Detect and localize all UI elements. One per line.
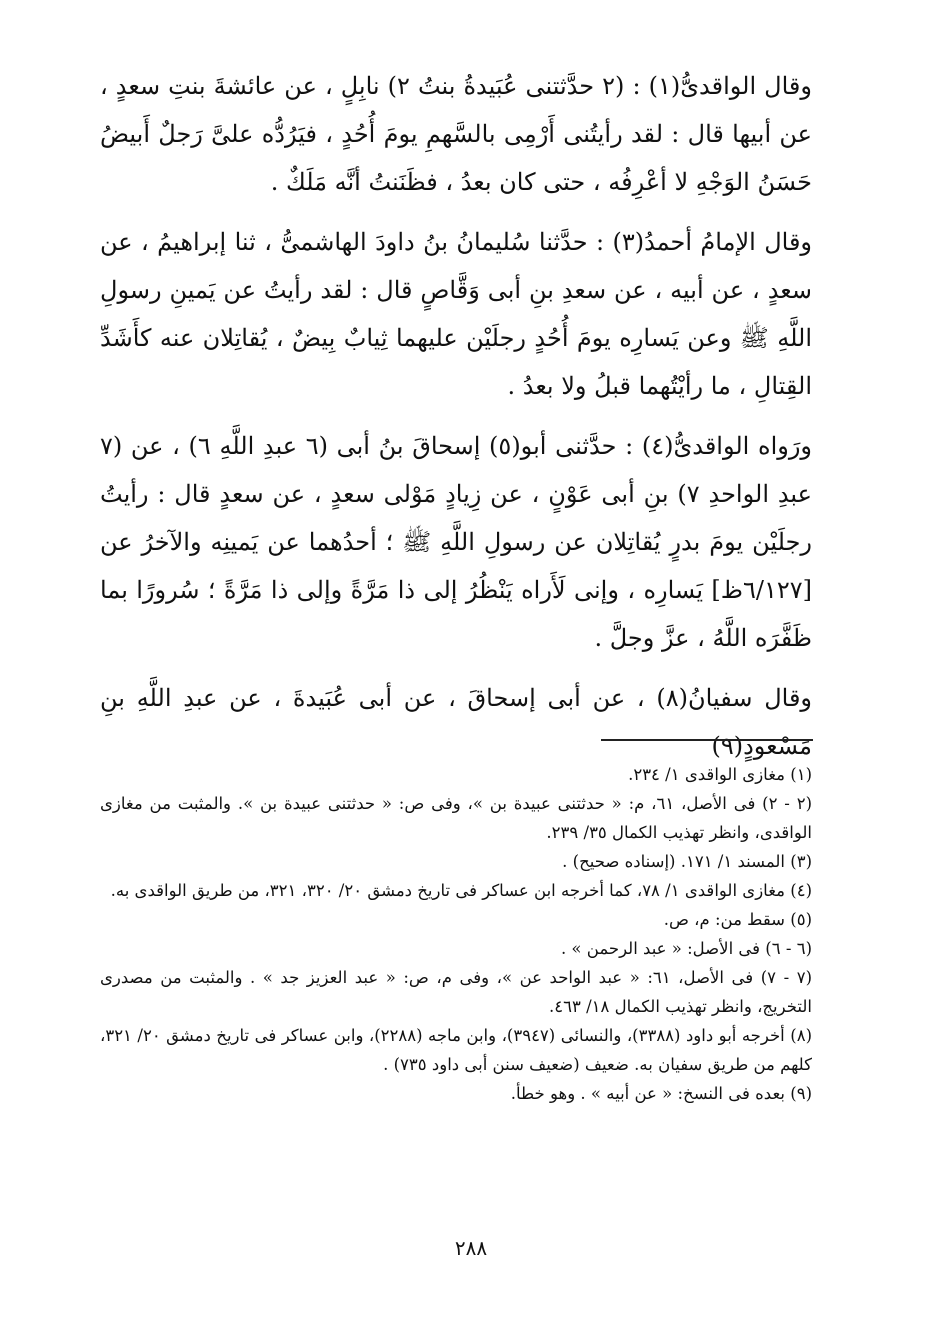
paragraph-waqidi-badr: ورَواه الواقدىُّ(٤) : حدَّثنى أبو(٥) إسحاقَ بنُ أبى (٦ عبدِ اللَّهِ ٦) ، عن (٧ عبدِ الواحدِ ٧) بنِ أبى عَوْنٍ ، عن زِيادٍ مَوْلى سعدٍ ، عن سعدٍ قال : رأيتُ رجلَيْن يومَ بدرٍ يُقاتِلان عن رسولِ اللَّهِ ﷺ ؛ أحدُهما عن يَمينِه والآخرُ عن [٦/١٢٧ظ] يَسارِه ، وإنى لَأَراه يَنْظُرُ إلى ذا مَرَّةً وإلى ذا مَرَّةً ؛ سُرورًا بما ظَفَّرَه اللَّهُ ، عزَّ وجلَّ . [100,432,813,652]
footnote-1: (١) مغازى الواقدى ١/ ٢٣٤. [628,765,812,784]
footnote-4: (٤) مغازى الواقدى ١/ ٧٨، كما أخرجه ابن عساكر فى تاريخ دمشق ٢٠/ ٣٢٠، ٣٢١، من طريق الواقدى به. [110,881,812,900]
footnotes [100,760,812,1108]
footnote-8: (٨) أخرجه أبو داود (٣٣٨٨)، والنسائى (٣٩٤٧)، وابن ماجه (٢٢٨٨)، وابن عساكر فى تاريخ دمشق ٢٠/ ٣٢١، كلهم من طريق سفيان به. ضعيف (ضعيف سنن أبى داود ٧٣٥) . [100,1026,812,1074]
footnote-6: (٦ - ٦) فى الأصل: « عبد الرحمن » . [560,939,812,958]
footnote-5: (٥) سقط من: م، ص. [663,910,812,929]
footnote-3: (٣) المسند ١/ ١٧١. (إسناده صحيح) . [562,852,812,871]
footnote-divider [601,739,813,741]
main-text [100,62,812,782]
page-number: ٢٨٨ [454,1236,488,1260]
paragraph-imam-ahmad: وقال الإمامُ أحمدُ(٣) : حدَّثنا سُليمانُ بنُ داودَ الهاشمىُّ ، ثنا إبراهيمُ ، عن سعدٍ ، عن أبيه ، عن سعدِ بنِ أبى وَقَّاصٍ قال : لقد رأيتُ عن يَمينِ رسولِ اللَّهِ ﷺ وعن يَسارِه يومَ أُحُدٍ رجلَيْن عليهما ثِيابٌ بِيضٌ ، يُقاتِلان عنه كأَشَدِّ القِتالِ ، ما رأيْتُهما قبلُ ولا بعدُ . [100,228,813,400]
footnote-9: (٩) بعده فى النسخ: « عن أبيه » . وهو خطأ. [510,1084,812,1103]
footnote-7: (٧ - ٧) فى الأصل، ٦١: « عبد الواحد عن »، وفى م، ص: « عبد العزيز جد » . والمثبت من مصدرى التخريج، وانظر تهذيب الكمال ١٨/ ٤٦٣. [100,968,812,1016]
paragraph-waqidi-ubayda: وقال الواقدىُّ(١) : (٢ حدَّثتنى عُبَيدةُ بنتُ ٢) نابِلٍ ، عن عائشةَ بنتِ سعدٍ ، عن أبيها قال : لقد رأيتُنى أَرْمِى بالسَّهمِ يومَ أُحُدٍ ، فيَرُدُّه علىَّ رَجلٌ أَبيضُ حَسَنُ الوَجْهِ لا أعْرِفُه ، حتى كان بعدُ ، فظَنَنتُ أنَّه مَلَكٌ . [100,72,812,196]
footnote-2: (٢ - ٢) فى الأصل، ٦١، م: « حدثتنى عبيدة بن »، وفى ص: « حدثتنى عبيدة بن ». والمثبت من مغازى الواقدى، وانظر تهذيب الكمال ٣٥/ ٢٣٩. [100,794,812,842]
paragraph-sufyan: وقال سفيانُ(٨) ، عن أبى إسحاقَ ، عن أبى عُبَيدةَ ، عن عبدِ اللَّهِ بنِ مَسْعودٍ(٩) [100,684,812,760]
